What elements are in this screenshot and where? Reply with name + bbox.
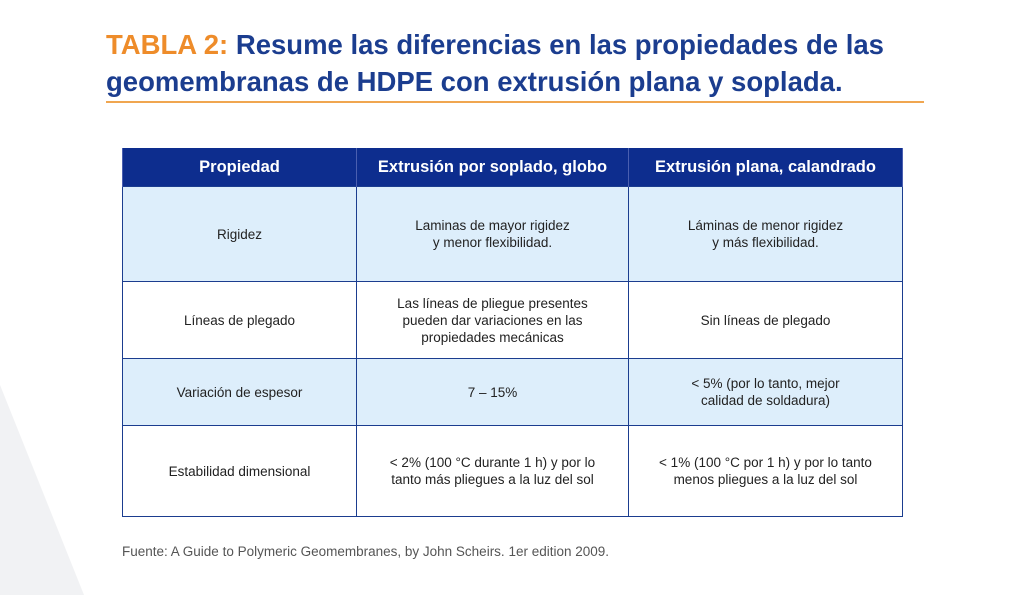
cell-line: Las líneas de pliegue presentes xyxy=(397,295,588,311)
cell-line: < 2% (100 °C durante 1 h) y por lo xyxy=(389,455,596,470)
cell-flat xyxy=(629,187,903,282)
cell-property: Líneas de plegado xyxy=(123,282,357,359)
cell-line: Laminas de mayor rigidez xyxy=(415,218,570,233)
title-prefix: TABLA 2: xyxy=(106,29,229,60)
header-flat-extrusion: Extrusión plana, calandrado xyxy=(629,148,903,187)
table-row xyxy=(123,187,903,282)
cell-blown xyxy=(357,426,629,517)
cell-line: menos pliegues a la luz del sol xyxy=(673,472,858,487)
background-shape xyxy=(0,385,84,595)
cell-property: Rigidez xyxy=(123,187,357,282)
cell-line: Sin líneas de plegado xyxy=(700,312,831,328)
cell-line: y más flexibilidad. xyxy=(712,235,819,250)
cell-blown xyxy=(357,187,629,282)
table-row xyxy=(123,282,903,359)
table-row xyxy=(123,426,903,517)
cell-line: < 5% (por lo tanto, mejor xyxy=(691,376,840,391)
cell-flat xyxy=(629,359,903,426)
cell-line: pueden dar variaciones en las xyxy=(402,312,583,328)
cell-line: tanto más pliegues a la luz del sol xyxy=(391,472,594,487)
cell-flat xyxy=(629,282,903,359)
cell-line: propiedades mecánicas xyxy=(421,329,564,345)
title-underline xyxy=(106,101,924,103)
table-row xyxy=(123,359,903,426)
cell-line: calidad de soldadura) xyxy=(700,393,831,408)
table-header-row xyxy=(123,148,903,187)
cell-property: Variación de espesor xyxy=(123,359,357,426)
cell-blown xyxy=(357,282,629,359)
cell-flat xyxy=(629,426,903,517)
cell-line: y menor flexibilidad. xyxy=(432,235,553,250)
header-blown-extrusion: Extrusión por soplado, globo xyxy=(357,148,629,187)
cell-line: 7 – 15% xyxy=(467,384,518,400)
source-caption: Fuente: A Guide to Polymeric Geomembranes, by John Scheirs. 1er edition 2009. xyxy=(122,544,610,559)
properties-table xyxy=(122,148,903,517)
cell-property: Estabilidad dimensional xyxy=(123,426,357,517)
page-title xyxy=(106,26,936,100)
title-text: Resume las diferencias en las propiedades de las geomembranas de HDPE con extrusión plana y soplada. xyxy=(106,29,884,97)
cell-line: < 1% (100 °C por 1 h) y por lo tanto xyxy=(659,455,872,470)
header-property: Propiedad xyxy=(123,148,357,187)
cell-blown xyxy=(357,359,629,426)
cell-line: Láminas de menor rigidez xyxy=(687,218,844,233)
